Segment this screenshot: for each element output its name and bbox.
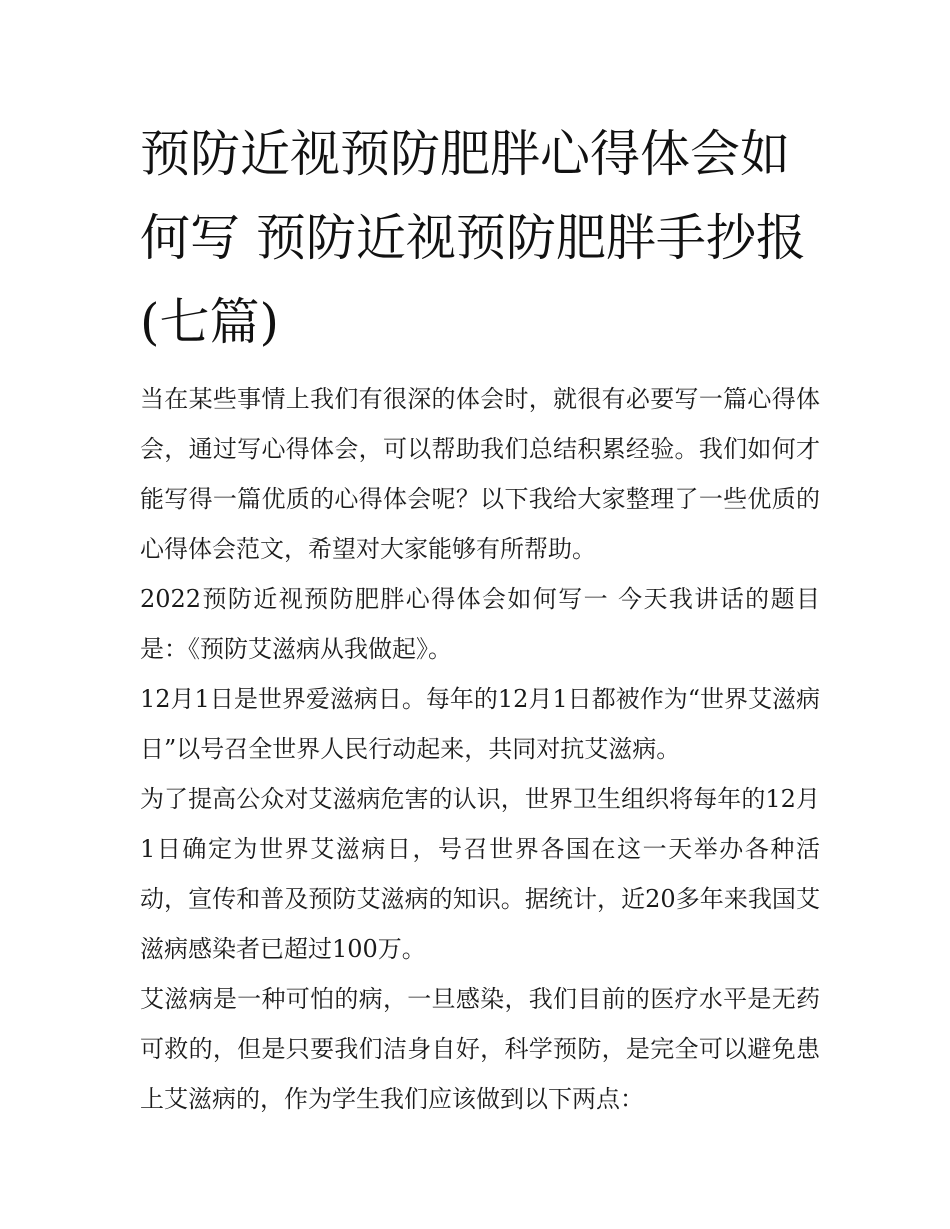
paragraph-speech-topic: 2022预防近视预防肥胖心得体会如何写一 今天我讲话的题目是：《预防艾滋病从我做起》。 [140,585,820,663]
paragraph-aids-day: 12月1日是世界爱滋病日。每年的12月1日都被作为“世界艾滋病日”以号召全世界人民行动起来，共同对抗艾滋病。 [140,685,820,763]
paragraph-who-statistics: 为了提高公众对艾滋病危害的认识，世界卫生组织将每年的12月1日确定为世界艾滋病日，号召世界各国在这一天举办各种活动，宣传和普及预防艾滋病的知识。据统计，近20多年来我国艾滋病感染者已超过100万。 [140,785,820,963]
document-title: 预防近视预防肥胖心得体会如何写 预防近视预防肥胖手抄报(七篇) [140,125,806,351]
paragraph-intro: 当在某些事情上我们有很深的体会时，就很有必要写一篇心得体会，通过写心得体会，可以帮助我们总结积累经验。我们如何才能写得一篇优质的心得体会呢？以下我给大家整理了一些优质的心得体会范文，希望对大家能够有所帮助。 [140,385,820,563]
document-page [140,112,820,1124]
paragraph-prevention: 艾滋病是一种可怕的病，一旦感染，我们目前的医疗水平是无药可救的，但是只要我们洁身自好，科学预防，是完全可以避免患上艾滋病的，作为学生我们应该做到以下两点： [140,985,820,1113]
